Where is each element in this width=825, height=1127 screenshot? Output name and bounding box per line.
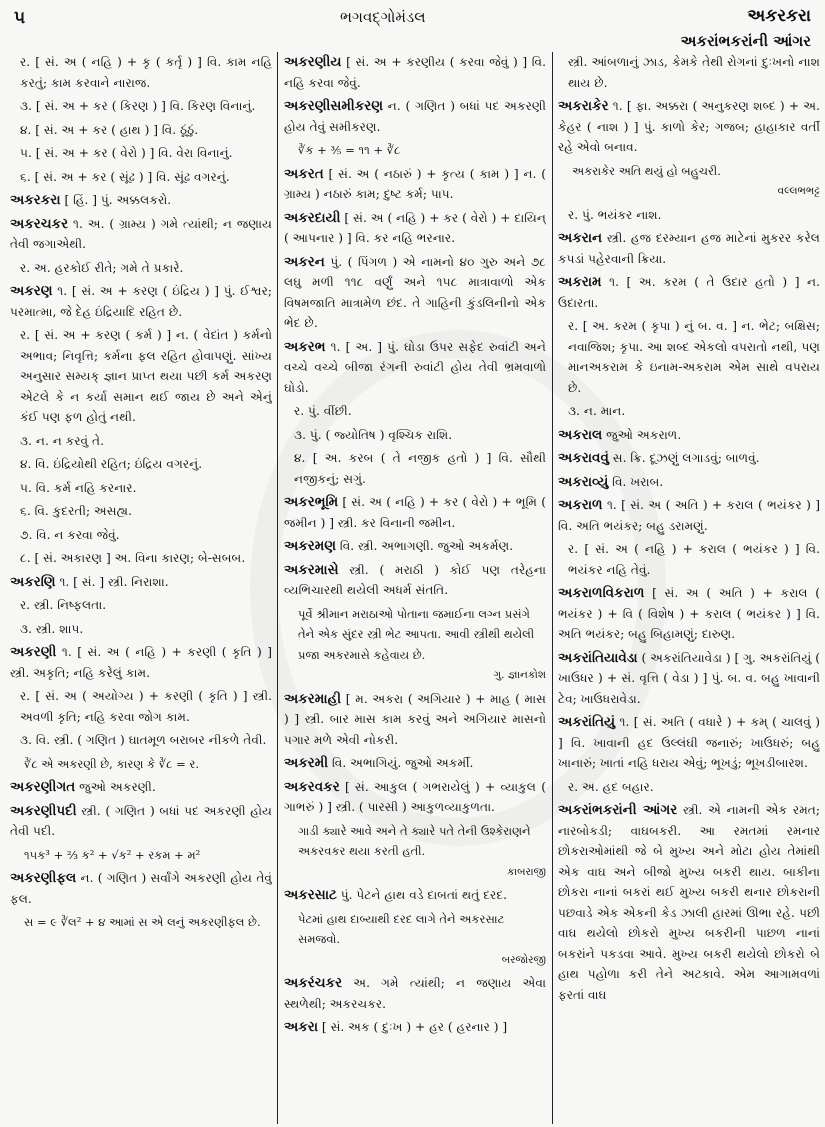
dictionary-entry — [10, 642, 272, 683]
entry-headword: અકરાંતિયાવેડા — [558, 649, 638, 666]
entry-headword: અકરમણ — [284, 538, 337, 554]
dictionary-entry — [10, 572, 272, 593]
example-text: પૂર્વે શ્રીમાન મરાઠાઓ પોતાના જમાઈના લગ્ન પ્રસંગે તેને એક સુંદર સ્ત્રી ભેટ આપતા. આવી સ્ત્રીથી થયેલી પ્રજા અકરમાસે કહેવાય છે. — [298, 606, 535, 662]
dictionary-entry — [10, 281, 272, 322]
entry-definition: વિ. ખરાબ. — [608, 474, 664, 489]
entry-definition: ૧. [ સં. અ + કરણ ( ઇંદ્રિય ) ] પું. ઈશ્વર; પરમાત્મા, જે દેહ ઇંદ્રિયાદિ રહિત છે. — [10, 284, 272, 319]
dictionary-entry — [284, 208, 546, 249]
entry-definition: [ સં. અક ( દુઃખ ) + હર ( હરનાર ) ] — [318, 1020, 508, 1034]
dictionary-entry — [284, 753, 546, 774]
dictionary-entry — [558, 472, 820, 493]
dictionary-entry — [558, 272, 820, 313]
dictionary-entry — [558, 228, 820, 269]
entry-headword: અકરણિ — [10, 573, 56, 590]
entry-definition: [ મ. અકરા ( અગિયાર ) + માહ ( માસ ) ] સ્ત્રી. બાર માસ કામ કરવું અને અગિયાર માસનો પગાર મળે એવી નોકરી. — [284, 691, 546, 747]
entry-definition: [ સં. અ ( નહિ ) + કર ( વેરો ) + ભૂમિ ( જમીન ) ] સ્ત્રી. કર વિનાની જમીન. — [284, 495, 546, 530]
sense-definition: ર. પું. ભયંકર નાશ. — [568, 207, 662, 222]
dictionary-entry — [558, 583, 820, 645]
dictionary-entry — [558, 495, 820, 536]
sense-definition: ૬. વિ. કુદરતી; અસહ્ય. — [20, 504, 133, 518]
dictionary-entry — [284, 973, 546, 1014]
usage-example — [10, 912, 272, 933]
sense-definition: સ્ત્રી. આંબળાનું ઝાડ, કેમકે તેથી રોગનાં દુઃખનો નાશ થાય છે. — [568, 55, 820, 90]
dictionary-entry — [284, 777, 546, 818]
entry-definition: સ્ત્રી. હજ દરમ્યાન હજ માટેનાં મુકરર કરેલ કપડાં પહેરવાની ક્રિયા. — [558, 231, 820, 266]
entry-definition: સ્ત્રી. ( ગણિત ) બધાં પદ અકરણી હોય તેવી પદી. — [10, 803, 272, 838]
entry-definition: ૧. અ. ( ગ્રામ્ય ) ગમે ત્યાંથી; ન જણાય તેવી જગાએથી. — [10, 216, 272, 251]
example-text: ∛ક + ⅗ = ૧૧ + ∛૮ — [298, 143, 401, 157]
guide-word-last: અકરાંભકરાંની આંગર — [680, 32, 811, 50]
entry-headword: અકરસાટ — [284, 887, 337, 903]
entry-definition: સ. ક્રિ. દૂઝણું લગાડવું; બાળવું. — [608, 451, 760, 465]
entry-headword: અકરમી — [284, 755, 329, 771]
sense-definition: ૩. ન. માન. — [568, 404, 626, 418]
entry-headword: અકરાકેર — [558, 98, 609, 114]
dictionary-entry — [10, 801, 272, 842]
usage-example — [10, 754, 272, 775]
sense-definition: ર. [ સં. અ ( નહિ ) + કરાલ ( ભયંકર ) ] વિ. ભયંકર નહિ તેવું. — [568, 542, 820, 577]
entry-headword: અકરામ — [558, 274, 602, 290]
dictionary-entry — [10, 214, 272, 255]
dictionary-entry — [558, 712, 820, 774]
column-divider — [277, 52, 278, 1124]
entry-headword: અકરદાયી — [284, 209, 341, 226]
dictionary-entry — [284, 492, 546, 533]
entry-headword: અકરાન — [558, 230, 603, 246]
example-text: પેટમાં હાથ દાબ્યાથી દરદ લાગે તેને અકરસાટ સમજવો. — [298, 911, 505, 946]
dictionary-entry — [284, 689, 546, 751]
dictionary-entry — [284, 560, 546, 601]
entry-headword: અકરવકર — [284, 778, 340, 795]
entry-headword: અકરમાહી — [284, 690, 342, 707]
entry-headword: અકરંચકર — [284, 975, 343, 991]
sense-definition: ર. અ. હદ બહાર. — [568, 779, 654, 794]
entry-headword: અકરણીસમીકરણ — [284, 98, 383, 114]
citation-source: વલ્લભભટ્ટ — [777, 185, 820, 197]
entry-headword: અકરાળ — [558, 497, 603, 513]
entry-definition: ૧. [ અ. કરમ ( તે ઉદાર હતો ) ] ન. ઉદારતા. — [558, 275, 820, 310]
column-middle — [284, 52, 546, 1124]
dictionary-entry — [284, 52, 546, 93]
entry-headword: અકરણી — [10, 644, 57, 660]
entry-definition: ( અકરાંતિયાવેડા ) [ ગુ. અકરાંતિયું ( ખાઉધર ) + સં. વૃત્તિ ( વેડા ) ] પું. બ. વ. બહુ ખાવાની ટેવ; ખાઉધરાવેડા. — [558, 650, 820, 706]
entry-headword: અકરચકર — [10, 215, 69, 232]
entry-definition: પું. પેટને હાથ વડે દાબતાં થતું દરદ. — [336, 888, 508, 902]
dictionary-entry — [558, 448, 820, 469]
sense-definition: ર. [ સં. અ ( નહિ ) + કૃ ( કર્તૃ ) ] વિ. કામ નહિ કરતું; કામ કરવાને નારાજ. — [20, 55, 272, 90]
entry-definition: [ સં. અ ( નઠારું ) + કૃત્ય ( કામ ) ] ન. ( ગ્રામ્ય ) નઠારું કામ; દુષ્ટ કર્મ; પાપ. — [284, 166, 546, 201]
citation-source: બરજોરજી — [501, 953, 546, 966]
entry-definition: ૧. [ ફા. અક્કરા ( અનુકરણ શબ્દ ) + અ. કેહર ( નાશ ) ] પું. કાળો કેર; ગજબ; હાહાકાર વર્તી રહે એવો બનાવ. — [558, 99, 820, 154]
entry-definition: ૧. [ સં. અ ( અતિ ) + કરાલ ( ભયંકર ) ] વિ. અતિ ભયંકર; બહુ ડરામણું. — [558, 498, 820, 533]
entry-headword: અકરા — [284, 1019, 319, 1035]
sense-definition: ૩. પું. ( જ્યોતિષ ) વૃશ્ચિક રાશિ. — [294, 427, 453, 442]
entry-definition: સ્ત્રી. એ નામની એક રમત; નારબોકડી; વાઘબકરી. આ રમતમાં રમનાર છોકરાઓમાંથી જે બે મુખ્ય અને મોટા હોય તેમાંથી એક વાઘ અને બીજો મુખ્ય બકરી થાય. બાકીના છોકરા નાનાં બકરાં થઈ મુખ્ય બકરી થનાર છોકરાની પછવાડે એક એકની કેડ ઝાલી હારમાં ઊભા રહે. પછી વાઘ થયેલો છોકરો મુખ્ય બકરીની પાછળ નાનાં બકરાંને પકડવા આવે. મુખ્ય બકરી થયેલો છોકરો બે હાથ પહોળા કરી તેને અટકાવે. એમ આગામવળાં ફરતાં વાઘ — [558, 803, 820, 1002]
example-text: ગાડી ક્યારે આવે અને તે ક્યારે પતે તેની ઉશ્કેરાણને અકરવકર થયા કરતી હતી. — [298, 823, 531, 858]
entry-definition: જુઓ અકરણી. — [75, 780, 156, 794]
page-header — [0, 0, 825, 56]
usage-example — [284, 604, 546, 686]
sense-definition: ર. અ. હરકોઈ રીતે; ગમે તે પ્રકારે. — [20, 260, 184, 275]
dictionary-entry — [284, 536, 546, 557]
entry-headword: અકરણીફલ — [10, 870, 77, 886]
entry-headword: અકરાળવિકરાળ — [558, 585, 645, 601]
entry-definition: [ સં. અ ( નહિ ) + કર ( વેરો ) + દાયિન્ ( આપનાર ) ] વિ. કર નહિ ભરનાર. — [284, 210, 546, 245]
dictionary-entry — [558, 425, 820, 446]
example-text: ૧૫ક³ + ⅔ ક² + √ક² + રકમ + મ² — [24, 847, 201, 862]
sense-definition: ૪. વિ. ઇંદ્રિયોથી રહિત; ઇંદ્રિય વગરનું. — [20, 457, 203, 471]
entry-definition: ૧. [ અ. ] પું. ઘોડા ઉપર સફેદ રુવાંટી અને વચ્ચે વચ્ચે બીજા રંગની રુવાંટી હોય તેવી ભ્રમવાળો ઘોડો. — [284, 339, 546, 395]
citation-source: ગુ. જ્ઞાનકોશ — [493, 669, 546, 681]
dictionary-entry — [284, 337, 546, 399]
dictionary-entry — [284, 96, 546, 137]
sense-definition: ૭. વિ. ન કરવા જેવું. — [20, 527, 120, 542]
guide-word-first: અકરકરા — [747, 6, 811, 26]
sense-definition: ૩. ન. ન કરવું તે. — [20, 433, 104, 448]
sense-definition: ર. સ્ત્રી. નિષ્ફલતા. — [20, 598, 107, 612]
dictionary-columns — [6, 52, 821, 1124]
entry-definition: જુઓ અકરાળ. — [602, 427, 682, 442]
entry-headword: અકરભૂમિ — [284, 494, 339, 510]
entry-definition: ૧. [ સં. અતિ ( વધારે ) + કમ્ ( ચાલવું ) ] વિ. ખાવાની હદ ઉલ્લંઘી જનારું; ખાઉધરું; બહુ ખાનારું; ખાતાં નહિ ધરાય એવું; ભૂખડું; ભૂખડીબારશ. — [558, 715, 820, 770]
entry-headword: અકરભ — [284, 338, 326, 355]
sense-definition: ૩. [ સં. અ + કર ( કિરણ ) ] વિ. કિરણ વિનાનું. — [20, 99, 256, 113]
sense-definition: ૪. [ અ. કરબ ( તે નજીક હતો ) ] વિ. સૌથી નજીકનું; સગું. — [294, 451, 546, 486]
sense-definition: ૬. [ સં. અ + કર ( સૂંઢ ) ] વિ. સૂંઢ વગરનું. — [20, 169, 230, 184]
sense-definition: ૫. વિ. કર્મ નહિ કરનાર. — [20, 480, 137, 495]
dictionary-entry — [558, 648, 820, 710]
dictionary-entry — [10, 868, 272, 909]
entry-definition: અ. ગમે ત્યાંથી; ન જણાય એવા સ્થળેથી; અકરચકર. — [284, 976, 546, 1011]
sense-definition: ૫. [ સં. અ + કર ( વેરો ) ] વિ. વેરા વિનાનું. — [20, 146, 233, 160]
dictionary-entry — [558, 800, 820, 1005]
entry-definition: વિ. સ્ત્રી. અભાગણી. જુઓ અકર્મણ. — [336, 539, 514, 553]
sense-definition: ૪. [ સં. અ + કર ( હાથ ) ] વિ. ઠૂંઠું. — [20, 122, 199, 137]
entry-definition: ૧. [ સં. ] સ્ત્રી. નિરાશા. — [55, 574, 169, 589]
entry-headword: અકરણીય — [284, 54, 342, 70]
sense-definition: ૩. સ્ત્રી. શાપ. — [20, 621, 84, 636]
entry-headword: અકરણીપદી — [10, 802, 77, 819]
entry-definition: [ સં. આકુલ ( ગભરાયેલું ) + વ્યાકુલ ( ગાભરું ) ] સ્ત્રી. ( પારસી ) આકુળવ્યાકુળતા. — [284, 779, 546, 814]
column-left — [10, 52, 272, 1124]
dictionary-entry — [10, 190, 272, 211]
entry-headword: અકરન — [284, 253, 325, 270]
sense-definition: ર. [ સં. અ + કરણ ( કર્મ ) ] ન. ( વેદાંત ) કર્મનો અભાવ; નિવૃત્તિ; કર્મના ફલ રહિત હોવાપણું. સાંખ્ય અનુસાર સમ્યક્ જ્ઞાન પ્રાપ્ત થયા પછી કર્મ અકરણ એટલે કે ન કર્યા સમાન થઈ જાય છે અને એનું કંઈ પણ ફળ હોતું નથી. — [20, 328, 272, 424]
sense-definition: ર. પું. વીંછી. — [294, 404, 352, 418]
entry-definition: ન. ( ગણિત ) સર્વાંગે અકરણી હોય તેવું ફલ. — [10, 871, 272, 906]
dictionary-entry — [284, 252, 546, 334]
dictionary-entry — [284, 164, 546, 205]
entry-headword: અકરણીગત — [10, 779, 76, 795]
column-divider — [552, 52, 553, 1124]
page-number: ૫ — [14, 8, 26, 28]
running-title: ભગવદ્ગોમંડલ — [340, 8, 426, 26]
entry-headword: અકરાવવું — [558, 450, 609, 466]
usage-example — [284, 821, 546, 883]
entry-definition: પું. ( પિંગળ ) એ નામનો ૪૦ ગુરુ અને ૭૮ લઘુ મળી ૧૧૮ વર્ણું અને ૧૫૮ માત્રાવાળો એક વિષમજાતિ માત્રામેળ છંદ. તે ગાહિની કુંડલિનીનો એક ભેદ છે. — [284, 254, 546, 330]
example-text: સ = ૯ ∛લ² + ૪ આમાં સ એ લનું અકરણીફલ છે. — [24, 915, 261, 929]
entry-headword: અકરમાસે — [284, 561, 339, 578]
usage-example — [284, 909, 546, 971]
sense-definition: ર. [ સં. અ ( અયોગ્ય ) + કરણી ( કૃતિ ) ] સ્ત્રી. અવળી કૃતિ; નહિ કરવા જોગ કામ. — [20, 689, 272, 724]
entry-headword: અકરાવ્યું — [558, 473, 609, 490]
citation-source: કાબરાજી — [507, 865, 546, 878]
dictionary-entry — [558, 96, 820, 158]
entry-definition: ૧. [ સં. અ ( નહિ ) + કરણી ( કૃતિ ) ] સ્ત્રી. અકૃતિ; નહિ કરેલું કામ. — [10, 645, 272, 680]
example-text: અકરાકેર અતિ થયું હો બહુચરી. — [572, 163, 721, 178]
sense-definition: ૮. [ સં. અકારણ ] અ. વિના કારણ; બે-સબબ. — [20, 551, 246, 565]
entry-definition: વિ. અભાગિયું. જુઓ અકર્મી. — [328, 756, 474, 770]
entry-definition: [ સં. અ ( અતિ ) + કરાલ ( ભયંકર ) + વિ ( વિશેષ ) + કરાલ ( ભયંકર ) ] વિ. અતિ ભયંકર; બહુ બિહામણું; દારુણ. — [558, 586, 820, 641]
usage-example — [10, 845, 272, 866]
entry-headword: અકરાલ — [558, 426, 603, 443]
entry-headword: અકરણ — [10, 283, 53, 299]
entry-headword: અકરત — [284, 165, 324, 182]
sense-definition: ર. [ અ. કરમ ( કૃપા ) નું બ. વ. ] ન. ભેટ; બક્ષિસ; નવાજિશ; કૃપા. આ શબ્દ એકલો વપરાતો નથી, પણ માનઅકરામ કે ઇનામ-અકરામ એમ સાથે વપરાય છે. — [568, 319, 820, 395]
dictionary-entry — [284, 885, 546, 906]
example-text: ∛૮ એ અકરણી છે, કારણ કે ∛૮ = ર. — [24, 756, 200, 771]
entry-definition: [ હિં. ] પું. અક્કલકરો. — [60, 193, 172, 207]
entry-definition: ન. ( ગણિત ) બધાં પદ અકરણી હોય તેવું સમીકરણ. — [284, 99, 546, 134]
column-right — [558, 52, 820, 1124]
entry-headword: અકરાંતિયું — [558, 714, 616, 730]
entry-definition: [ સં. અ + કરણીય ( કરવા જેવું ) ] વિ. નહિ કરવા જેવું. — [284, 55, 546, 90]
entry-definition: સ્ત્રી. ( મરાઠી ) કોઈ પણ તરેહના વ્યભિચારથી થયેલી અધર્મ સંતતિ. — [284, 562, 546, 597]
dictionary-entry — [284, 1017, 546, 1038]
entry-headword: અકરકરા — [10, 192, 61, 208]
sense-definition: ૩. વિ. સ્ત્રી. ( ગણિત ) ઘાતમૂળ બરાબર નીકળે તેવી. — [20, 733, 267, 747]
usage-example — [284, 140, 546, 161]
dictionary-entry — [10, 777, 272, 798]
entry-headword: અકરાંભકરાંની આંગર — [558, 802, 678, 818]
usage-example — [558, 161, 820, 202]
